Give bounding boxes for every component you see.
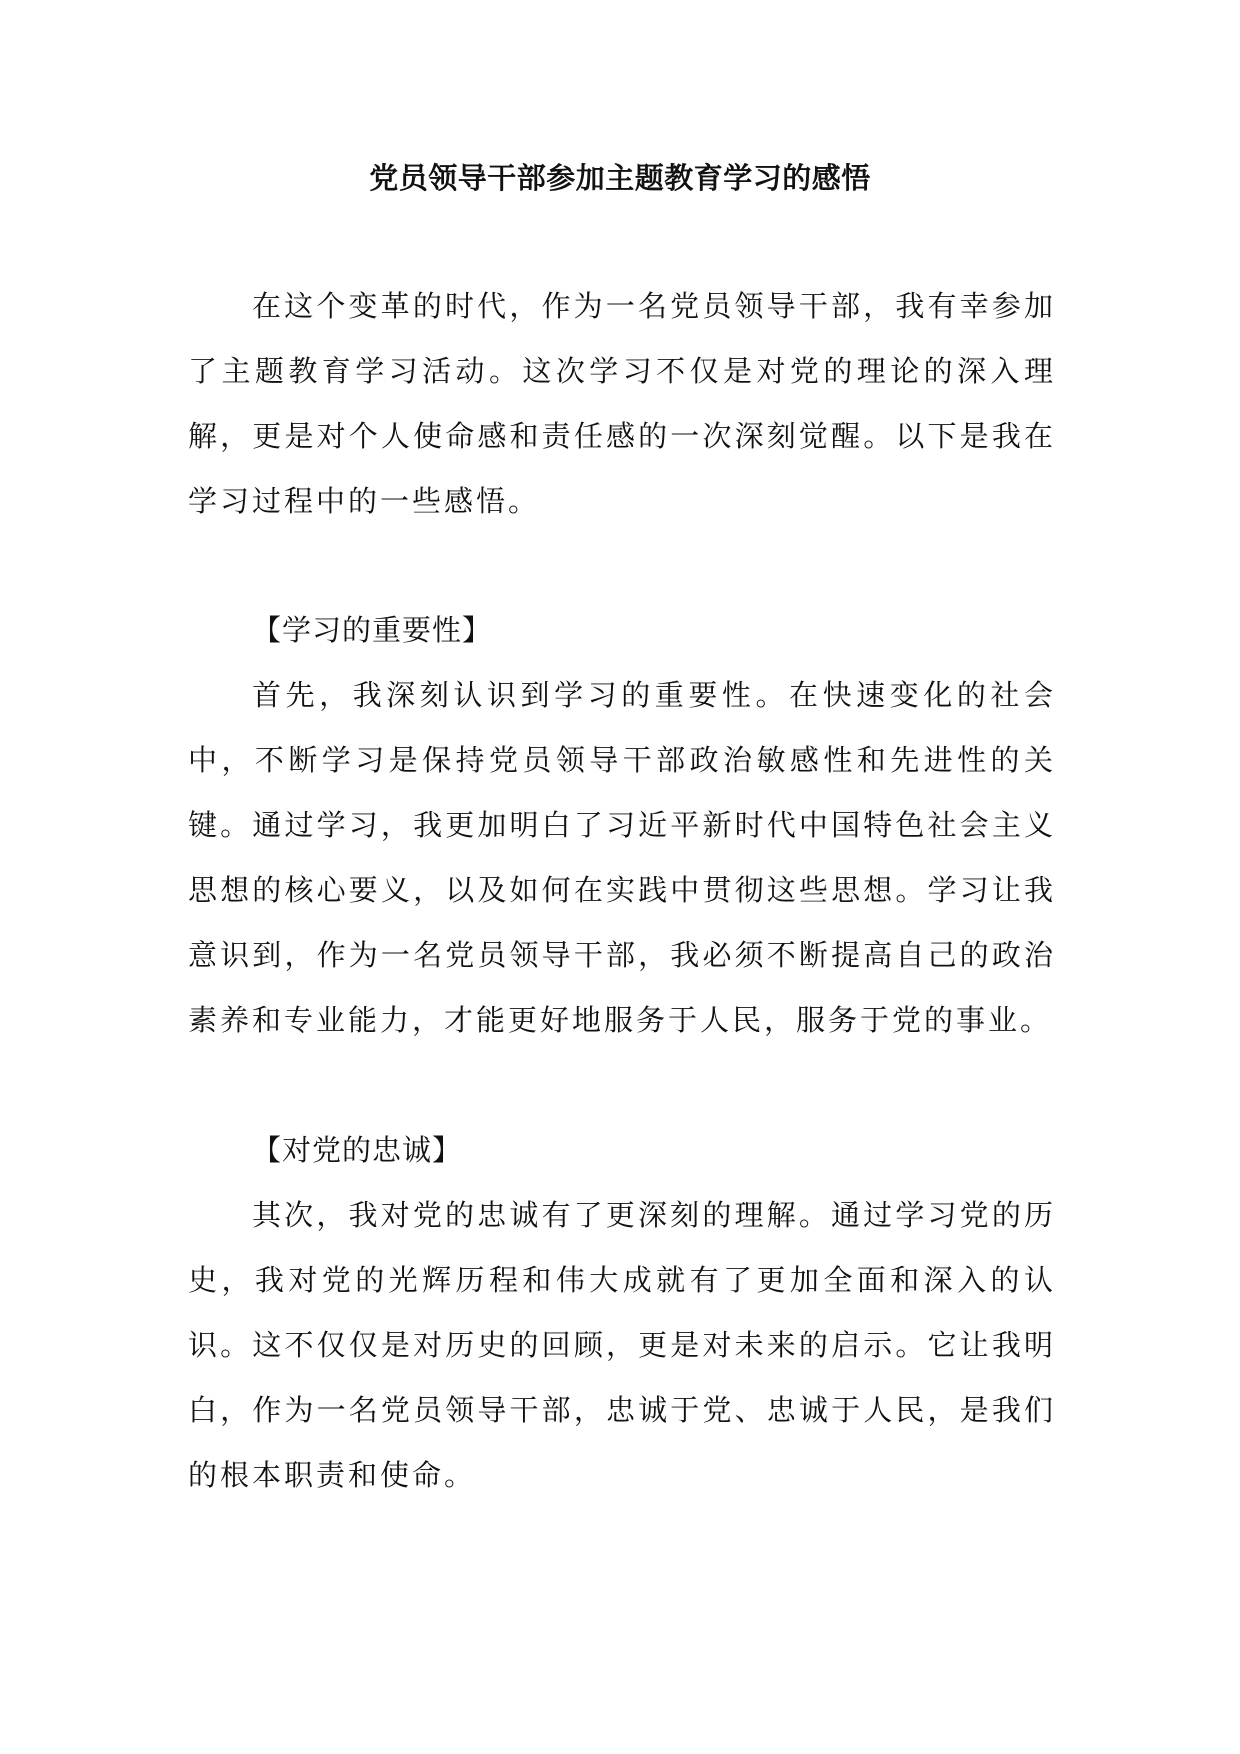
intro-paragraph: 在这个变革的时代，作为一名党员领导干部，我有幸参加了主题教育学习活动。这次学习不仅是对党的理论的深入理解，更是对个人使命感和责任感的一次深刻觉醒。以下是我在学习过程中的一些感悟。 [188,289,1056,518]
section-heading-loyalty-to-party: 【对党的忠诚】 [252,1133,463,1167]
document-title: 党员领导干部参加主题教育学习的感悟 [369,161,871,195]
section-heading-importance-of-learning: 【学习的重要性】 [252,613,493,647]
section-body-importance-of-learning: 首先，我深刻认识到学习的重要性。在快速变化的社会中，不断学习是保持党员领导干部政治敏感性和先进性的关键。通过学习，我更加明白了习近平新时代中国特色社会主义思想的核心要义，以及如何在实践中贯彻这些思想。学习让我意识到，作为一名党员领导干部，我必须不断提高自己的政治素养和专业能力，才能更好地服务于人民，服务于党的事业。 [188,678,1056,1037]
section-body-loyalty-to-party: 其次，我对党的忠诚有了更深刻的理解。通过学习党的历史，我对党的光辉历程和伟大成就有了更加全面和深入的认识。这不仅仅是对历史的回顾，更是对未来的启示。它让我明白，作为一名党员领导干部，忠诚于党、忠诚于人民，是我们的根本职责和使命。 [188,1198,1056,1492]
